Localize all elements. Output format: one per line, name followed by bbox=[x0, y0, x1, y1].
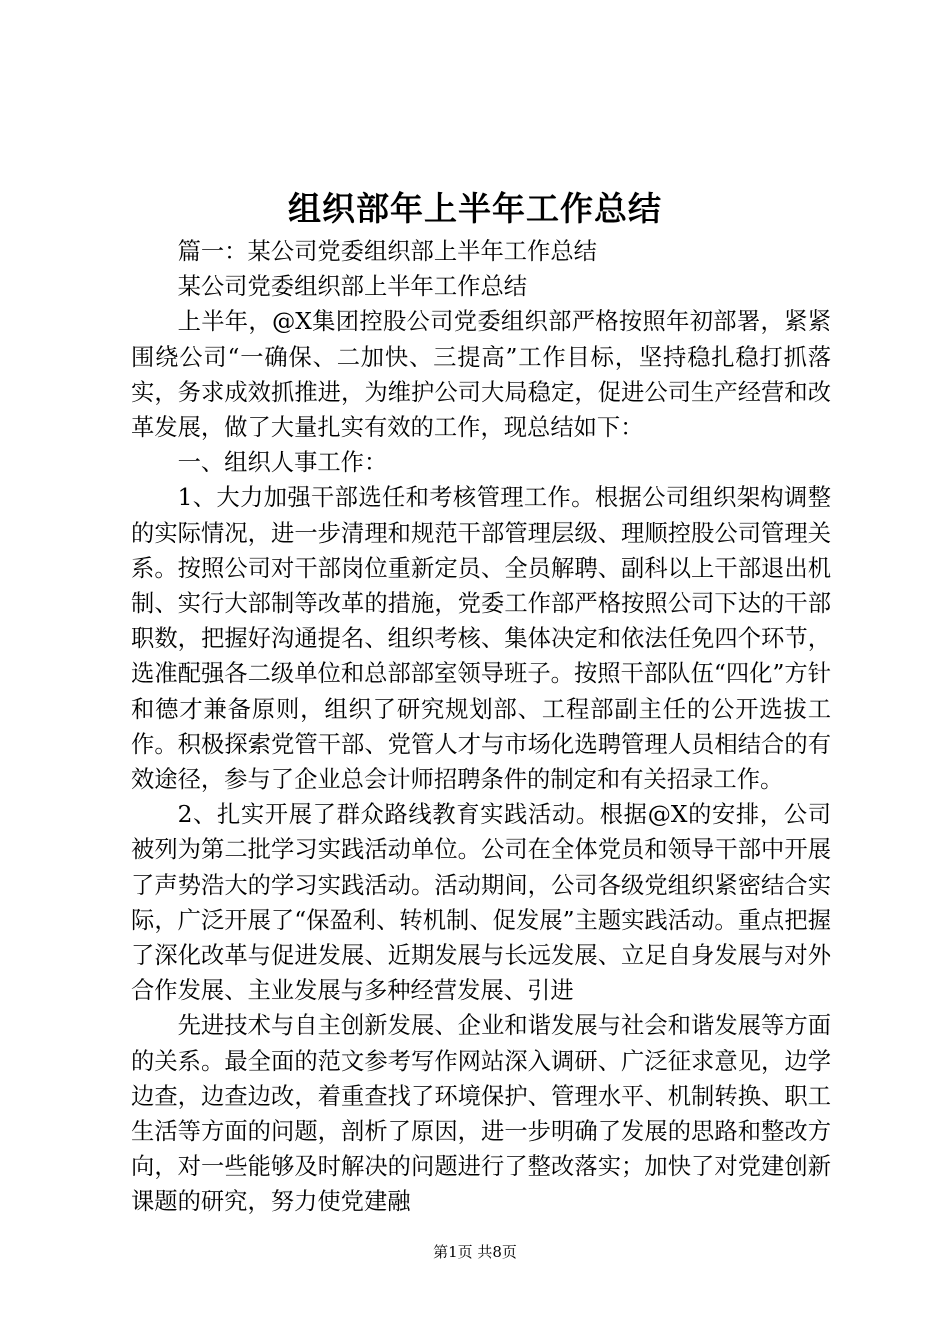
paragraph-continuation: 先进技术与自主创新发展、企业和谐发展与社会和谐发展等方面的关系。最全面的范文参考写作网站深入调研、广泛征求意见，边学边查，边查边改，着重查找了环境保护、管理水平、机制转换、职工生活等方面的问题，剖析了原因，进一步明确了发展的思路和整改方向，对一些能够及时解决的问题进行了整改落实；加快了对党建创新课题的研究，努力使党建融 bbox=[131, 1012, 831, 1216]
paragraph-heading-1: 一、组织人事工作： bbox=[177, 449, 388, 477]
document-body bbox=[131, 234, 831, 1220]
document-title: 组织部年上半年工作总结 bbox=[288, 189, 662, 228]
paragraph-subtitle: 某公司党委组织部上半年工作总结 bbox=[177, 273, 528, 301]
paragraph-section-heading: 篇一：某公司党委组织部上半年工作总结 bbox=[177, 238, 597, 265]
page-footer: 第1页 共8页 bbox=[433, 1243, 517, 1261]
paragraph-item-2: 2、扎实开展了群众路线教育实践活动。根据@X的安排，公司被列为第二批学习实践活动单位。公司在全体党员和领导干部中开展了声势浩大的学习实践活动。活动期间，公司各级党组织紧密结合实际，广泛开展了“保盈利、转机制、促发展”主题实践活动。重点把握了深化改革与促进发展、近期发展与长远发展、立足自身发展与对外合作发展、主业发展与多种经营发展、引进 bbox=[131, 801, 831, 1005]
paragraph-item-1: 1、大力加强干部选任和考核管理工作。根据公司组织架构调整的实际情况，进一步清理和规范干部管理层级、理顺控股公司管理关系。按照公司对干部岗位重新定员、全员解聘、副科以上干部退出机制、实行大部制等改革的措施，党委工作部严格按照公司下达的干部职数，把握好沟通提名、组织考核、集体决定和依法任免四个环节，选准配强各二级单位和总部部室领导班子。按照干部队伍“四化”方针和德才兼备原则，组织了研究规划部、工程部副主任的公开选拔工作。积极探索党管干部、党管人才与市场化选聘管理人员相结合的有效途径，参与了企业总会计师招聘条件的制定和有关招录工作。 bbox=[131, 484, 831, 794]
paragraph-intro: 上半年，@X集团控股公司党委组织部严格按照年初部署，紧紧围绕公司“一确保、二加快、三提高”工作目标，坚持稳扎稳打抓落实，务求成效抓推进，为维护公司大局稳定，促进公司生产经营和改革发展，做了大量扎实有效的工作，现总结如下： bbox=[131, 308, 831, 442]
